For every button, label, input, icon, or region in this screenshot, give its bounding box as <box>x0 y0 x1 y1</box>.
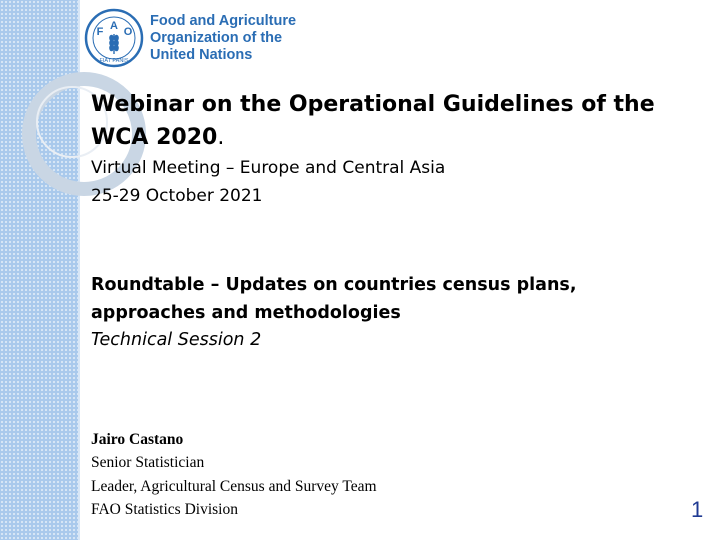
technical-session: Technical Session 2 <box>91 330 262 350</box>
fao-emblem-icon <box>84 8 144 68</box>
slide-title-suffix: . <box>217 125 225 150</box>
logo-line-2: Organization of the <box>150 29 283 46</box>
fao-wordmark <box>150 13 296 64</box>
speaker-name: Jairo Castano <box>91 431 184 448</box>
speaker-role-3: FAO Statistics Division <box>91 501 238 518</box>
emblem-letter-o: O <box>123 26 133 38</box>
logo-line-3: United Nations <box>150 46 253 63</box>
emblem-letter-a: A <box>110 20 118 32</box>
slide-number: 1 <box>691 497 704 522</box>
roundtable-title: Roundtable – Updates on countries census plans, approaches and methodologies <box>91 275 577 323</box>
wheat-icon <box>110 34 118 54</box>
slide-title <box>91 88 701 154</box>
speaker-role-2: Leader, Agricultural Census and Survey Team <box>91 478 377 495</box>
fao-logo <box>84 8 296 68</box>
meeting-dates: 25-29 October 2021 <box>91 186 263 206</box>
speaker-role-1: Senior Statistician <box>91 454 205 471</box>
emblem-motto: FIAT PANIS <box>99 58 129 64</box>
meeting-line: Virtual Meeting – Europe and Central Asia <box>91 158 446 178</box>
slide-title-main: Webinar on the Operational Guidelines of the WCA 2020 <box>91 92 655 150</box>
logo-line-1: Food and Agriculture <box>150 12 297 29</box>
emblem-letter-f: F <box>96 26 104 38</box>
